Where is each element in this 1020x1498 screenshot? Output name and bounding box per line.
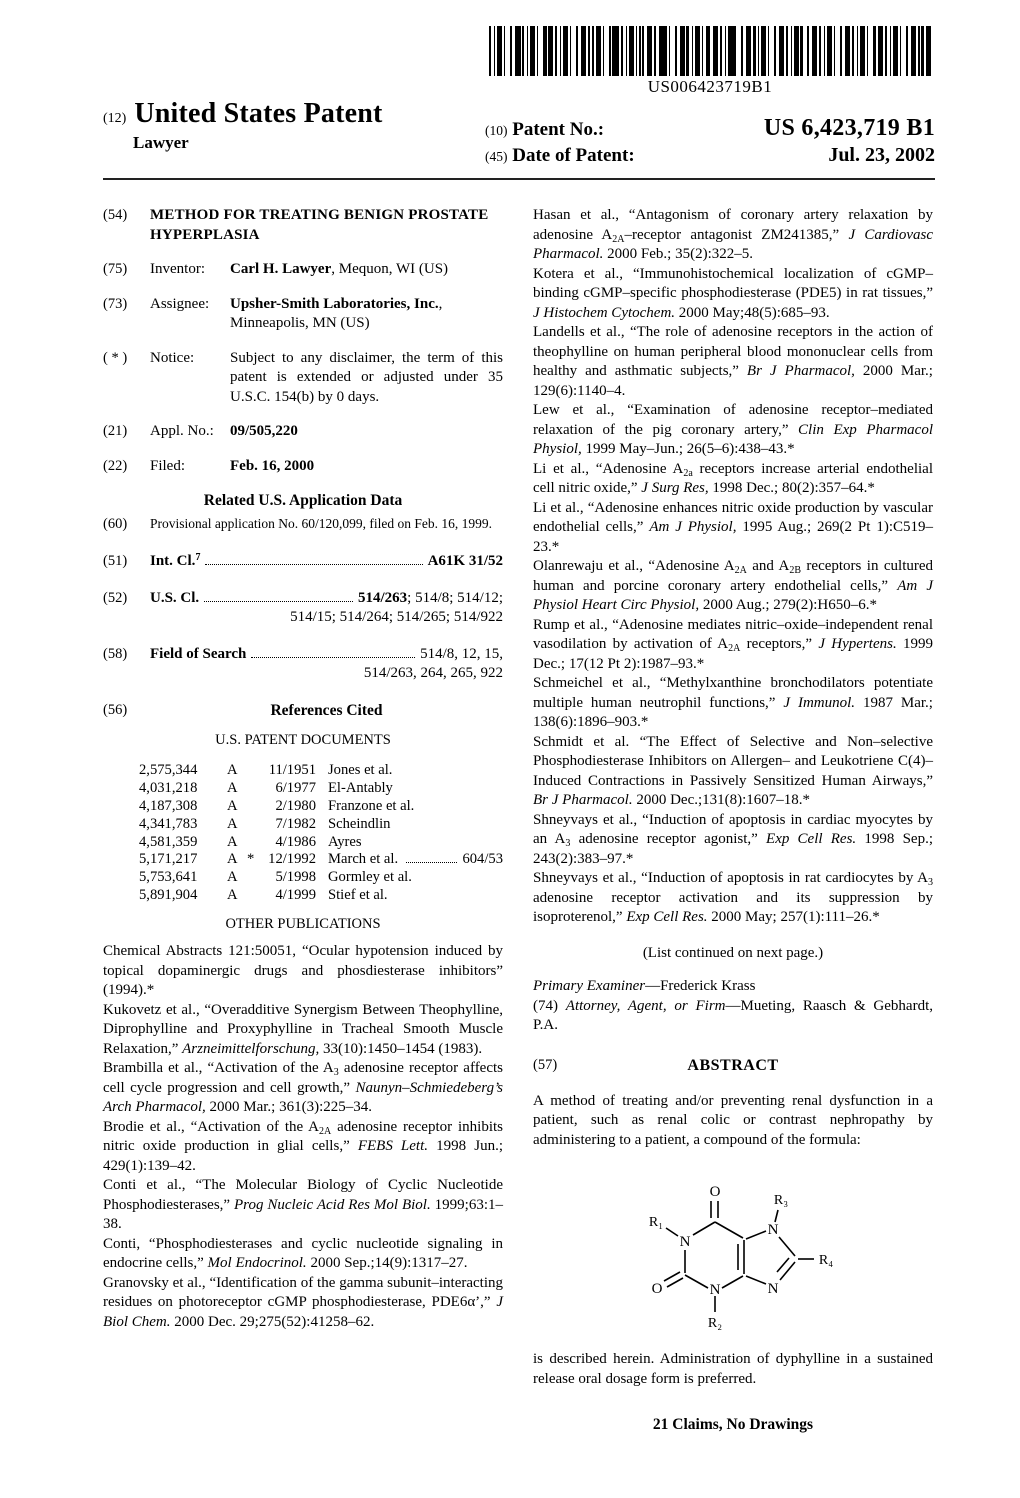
barcode: [489, 26, 933, 76]
atom-label-o2: O: [651, 1281, 663, 1297]
atom-label-o6: O: [709, 1184, 721, 1200]
date-of-patent-tag: (45): [485, 149, 508, 164]
ref-number: 5,171,217: [139, 851, 198, 868]
patent-ref-row: [139, 851, 503, 869]
field-of-search-entry: [103, 645, 503, 684]
header-divider: [103, 178, 935, 180]
notice-label: Notice:: [150, 349, 195, 366]
primary-examiner-line: Primary Examiner—Frederick Krass: [533, 978, 756, 994]
inventor-label: Inventor:: [150, 261, 205, 277]
ref-kind: A: [227, 779, 238, 796]
masthead-right: [485, 26, 935, 168]
ref-name: Jones et al.: [328, 761, 393, 778]
atom-label-n9: N: [767, 1281, 779, 1297]
us-cl-value: 514/263; 514/8; 514/12;: [357, 589, 503, 606]
date-of-patent-label: Date of Patent:: [512, 145, 635, 166]
substituent-label-r4: R₄: [818, 1253, 834, 1268]
masthead-left: [103, 26, 383, 168]
ref-date: 11/1951: [268, 761, 316, 778]
patent-ref-row: [139, 834, 503, 852]
filed-entry: [103, 457, 503, 477]
publication-item: Granovsky et al., “Identification of the gamma subunit–interacting residues on photoreceptor cGMP phosphodiesterase, PDE6α’,” J Biol Chem. 2000 Dec. 29;275(52):41258–62.: [103, 1274, 503, 1330]
substituent-label-r3: R₃: [773, 1193, 789, 1208]
substituent-label-r2: R₂: [707, 1316, 723, 1331]
inventor-surname: Lawyer: [133, 133, 189, 152]
patent-ref-row: [139, 780, 503, 798]
application-number: 09/505,220: [230, 423, 298, 439]
ref-date: 4/1986: [275, 833, 316, 850]
ref-date: 6/1977: [275, 779, 316, 796]
atom-label-n7: N: [767, 1222, 779, 1238]
ref-name: Franzone et al.: [328, 797, 415, 814]
ref-kind: A: [227, 833, 238, 850]
other-publications-left: [103, 942, 503, 1332]
document-type-title: United States Patent: [134, 98, 383, 129]
ref-name: March et al.: [328, 851, 399, 868]
publication-item: Shneyvays et al., “Induction of apoptosis in cardiac myocytes by an $A_3$ adenosine receptor agonist,” Exp Cell Res. 1998 Sep.; 243(2):383–97.*: [533, 811, 933, 867]
inventor-entry: [103, 260, 503, 280]
publication-item: Rump et al., “Adenosine mediates nitric–oxide–independent renal vasodilation by activation of $A_{2A}$ receptors,” J Hypertens. 1999 Dec.; 17(12 Pt 2):1987–93.*: [533, 616, 933, 672]
ref-class: 604/53: [462, 851, 503, 868]
ref-number: 4,581,359: [139, 833, 198, 850]
ref-number: 2,575,344: [139, 761, 198, 778]
publication-item: Li et al., “Adenosine enhances nitric oxide production by vascular endothelial cells,” Am J Physiol, 1995 Aug.; 269(2 Pt 1):C519–23.*: [533, 499, 933, 555]
references-tag: (56): [103, 701, 128, 718]
list-continued-note: (List continued on next page.): [642, 944, 824, 961]
left-column: [103, 206, 503, 1435]
application-number-entry: [103, 422, 503, 442]
abstract-intro: A method of treating and/or preventing renal dysfunction in a patient, such as renal colic or contrast nephropathy by administering to a patient, a compound of the formula:: [533, 1092, 933, 1148]
int-cl-tag: (51): [103, 553, 128, 570]
publication-item: Shneyvays et al., “Induction of apoptosis in rat cardiocytes by $A_3$ adenosine receptor activation and its suppression by isoproterenol,” Exp Cell Res. 2000 May; 257(1):111–26.*: [533, 870, 933, 925]
bond-lines: [664, 1201, 814, 1312]
publication-item: Brodie et al., “Activation of the $A_{2A}$ adenosine receptor inhibits nitric oxide production in glial cells,” FEBS Lett. 1998 Jun.; 429(1):139–42.: [103, 1118, 504, 1174]
us-patent-documents-heading: U.S. PATENT DOCUMENTS: [215, 731, 391, 748]
related-data-heading: Related U.S. Application Data: [203, 492, 403, 509]
formula-figure-wrap: [533, 1164, 933, 1340]
abstract-outro: is described herein. Administration of dyphylline in a sustained release oral dosage form is preferred.: [533, 1351, 933, 1387]
ref-kind: A: [227, 797, 238, 814]
us-cl-entry: [103, 589, 503, 628]
ref-number: 4,341,783: [139, 815, 198, 832]
abstract-heading: ABSTRACT: [687, 1056, 779, 1074]
date-of-patent: Jul. 23, 2002: [828, 144, 935, 166]
title-entry: [103, 206, 503, 245]
ref-date: 2/1980: [275, 797, 316, 814]
appl-label: Appl. No.:: [150, 423, 214, 439]
ref-name: Gormley et al.: [328, 869, 412, 886]
xanthine-structure-figure: [597, 1164, 869, 1340]
int-cl-label: Int. Cl.$^7$: [150, 552, 201, 570]
filed-date: Feb. 16, 2000: [230, 457, 315, 474]
ref-kind: A: [227, 851, 238, 868]
patent-ref-row: [139, 816, 503, 834]
field-of-search-tag: (58): [103, 645, 128, 662]
atom-label-n3: N: [709, 1282, 721, 1298]
ref-number: 5,753,641: [139, 869, 198, 886]
assignee-value: Upsher-Smith Laboratories, Inc., Minneapolis, MN (US): [230, 295, 443, 331]
ref-kind: A: [227, 887, 238, 904]
references-heading: References Cited: [270, 701, 383, 719]
publication-item: Conti, “Phosphodiesterases and cyclic nucleotide signaling in endocrine cells,” Mol Endocrinol. 2000 Sep.;14(9):1317–27.: [103, 1235, 503, 1272]
inventor-value: Carl H. Lawyer, Mequon, WI (US): [230, 261, 449, 277]
other-publications-heading: OTHER PUBLICATIONS: [225, 916, 381, 933]
ref-kind: A: [227, 815, 238, 832]
publication-item: Chemical Abstracts 121:50051, “Ocular hypotension induced by topical dopaminergic drugs and phosdiesterase inhibitors” (1994).*: [103, 943, 503, 999]
dot-leader: [251, 657, 415, 658]
patent-ref-row: [139, 887, 503, 905]
abstract-tag: (57): [533, 1056, 558, 1073]
ref-number: 4,031,218: [139, 779, 198, 796]
claims-line: 21 Claims, No Drawings: [652, 1416, 814, 1433]
us-patent-documents-table: [139, 762, 503, 906]
assignee-entry: [103, 295, 503, 334]
us-cl-continuation: 514/15; 514/264; 514/265; 514/922: [290, 609, 503, 626]
ref-date: 12/1992: [268, 851, 316, 868]
patent-ref-row: [139, 798, 503, 816]
patent-number: US 6,423,719 B1: [763, 115, 935, 141]
publication-item: Li et al., “Adenosine $A_{2a}$ receptors increase arterial endothelial cell nitric oxide,” J Surg Res, 1998 Dec.; 80(2):357–64.*: [533, 460, 933, 496]
kind-code-tag: (12): [103, 111, 127, 126]
ref-name: Scheindlin: [328, 815, 391, 832]
ref-name: Stief et al.: [328, 887, 388, 904]
publication-item: Conti et al., “The Molecular Biology of Cyclic Nucleotide Phosphodiesterases,” Prog Nucleic Acid Res Mol Biol. 1999;63:1–38.: [103, 1177, 503, 1233]
ref-kind: A: [227, 869, 238, 886]
assignee-tag: (73): [103, 295, 128, 312]
invention-title: METHOD FOR TREATING BENIGN PROSTATE HYPERPLASIA: [150, 207, 489, 243]
notice-text: Subject to any disclaimer, the term of this patent is extended or adjusted under 35 U.S.C. 154(b) by 0 days.: [230, 349, 503, 405]
other-publications-right: [533, 206, 933, 928]
field-of-search-continuation: 514/263, 264, 265, 922: [363, 665, 503, 682]
patent-ref-row: [139, 869, 503, 887]
references-cited-entry: [103, 701, 503, 721]
right-column: [533, 206, 933, 1435]
ref-date: 4/1999: [275, 887, 316, 904]
publication-item: Schmeichel et al., “Methylxanthine bronchodilators potentiate multiple human neutrophil functions,” J Immunol. 1987 Mar.; 138(6):1896–903.*: [533, 675, 933, 730]
filed-tag: (22): [103, 457, 128, 474]
title-tag: (54): [103, 207, 128, 223]
dot-leader: [204, 601, 353, 602]
int-cl-value: A61K 31/52: [427, 553, 503, 570]
barcode-number: US006423719B1: [647, 77, 773, 96]
publication-item: Lew et al., “Examination of adenosine receptor–mediated relaxation of the pig coronary artery,” Clin Exp Pharmacol Physiol, 1999 May–Jun.; 26(5–6):438–43.*: [533, 402, 933, 457]
inventor-tag: (75): [103, 261, 128, 277]
publication-item: Landells et al., “The role of adenosine receptors in the action of theophylline on human peripheral blood mononuclear cells from healthy and asthmatic subjects,” Br J Pharmacol, 2000 Mar.; 129(6):1140–4.: [533, 324, 933, 399]
notice-tag: ( * ): [103, 349, 128, 366]
ref-date: 7/1982: [275, 815, 316, 832]
publication-item: Kukovetz et al., “Overadditive Synergism Between Theophylline, Diprophylline and Proxyphylline in Tracheal Smooth Muscle Relaxation,” Arzneimittelforschung, 33(10):1450–1454 (1983).: [103, 1001, 503, 1057]
ref-star: *: [247, 851, 255, 868]
us-cl-tag: (52): [103, 589, 128, 606]
publication-item: Brambilla et al., “Activation of the $A_3$ adenosine receptor affects cell cycle progression and cell growth,” Naunyn–Schmiedeberg’s Arch Pharmacol, 2000 Mar.; 361(3):225–34.: [103, 1060, 504, 1116]
int-cl-entry: [103, 552, 503, 572]
masthead: [103, 26, 935, 168]
examiner-block: [533, 977, 933, 1036]
filed-label: Filed:: [150, 457, 186, 474]
assignee-label: Assignee:: [150, 295, 210, 312]
atom-label-n1: N: [679, 1234, 691, 1250]
publication-item: Hasan et al., “Antagonism of coronary artery relaxation by adenosine $A_{2A}$–receptor antagonist ZM241385,” J Cardiovasc Pharmacol. 2000 Feb.; 35(2):322–5.: [533, 207, 933, 262]
ref-number: 5,891,904: [139, 887, 198, 904]
ref-kind: A: [227, 761, 238, 778]
publication-item: Kotera et al., “Immunohistochemical localization of cGMP–binding cGMP–specific phosphodiesterase (PDE5) in rat tissues,” J Histochem Cytochem. 2000 May;48(5):685–93.: [533, 265, 933, 321]
patent-no-label: Patent No.:: [512, 119, 605, 140]
us-cl-label: U.S. Cl.: [150, 589, 200, 606]
related-data-entry: [103, 515, 503, 534]
ref-name: Ayres: [328, 833, 362, 850]
publication-item: Olanrewaju et al., “Adenosine $A_{2A}$ and $A_{2B}$ receptors in cultured human and porcine coronary artery endothelial cells,” Am J Physiol Heart Circ Physiol, 2000 Aug.; 279(2):H650–6.*: [533, 558, 934, 613]
notice-entry: [103, 349, 503, 408]
related-text: Provisional application No. 60/120,099, filed on Feb. 16, 1999.: [150, 516, 492, 532]
dot-leader: [406, 862, 457, 863]
attorney-line: (74) Attorney, Agent, or Firm—Mueting, Raasch & Gebhardt, P.A.: [533, 997, 933, 1033]
patent-ref-row: [139, 762, 503, 780]
field-of-search-label: Field of Search: [150, 645, 247, 662]
ref-date: 5/1998: [275, 869, 316, 886]
related-tag: (60): [103, 516, 128, 533]
dot-leader: [205, 564, 422, 565]
ref-number: 4,187,308: [139, 797, 198, 814]
appl-tag: (21): [103, 423, 128, 439]
publication-item: Schmidt et al. “The Effect of Selective and Non–selective Phosphodiesterase Inhibitors on Allergen– and Leukotriene C(4)–Induced Contractions in Passively Sensitized Human Airways,” Br J Pharmacol. 2000 Dec.;131(8):1607–18.*: [533, 733, 933, 808]
substituent-label-r1: R₁: [648, 1215, 664, 1230]
abstract-heading-row: [533, 1056, 933, 1076]
field-of-search-value: 514/8, 12, 15,: [420, 645, 503, 662]
patent-no-tag: (10): [485, 123, 508, 138]
ref-name: El-Antably: [328, 779, 393, 796]
